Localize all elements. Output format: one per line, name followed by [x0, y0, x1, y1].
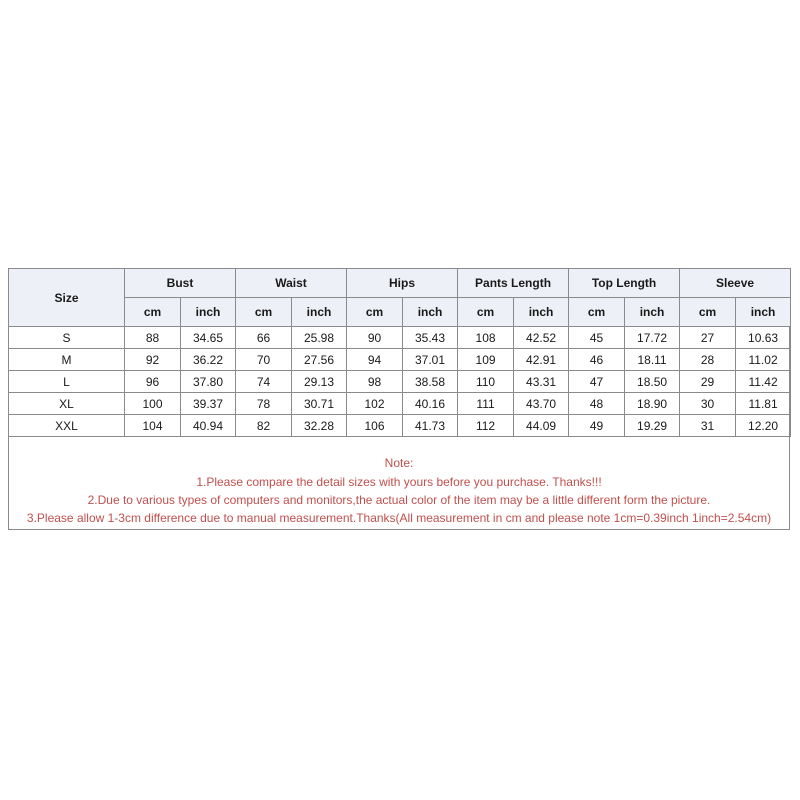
unit-header-cm: cm: [236, 298, 292, 327]
measurement-cell: 18.90: [625, 393, 680, 415]
table-row: [9, 393, 791, 415]
measurement-cell: 100: [125, 393, 181, 415]
measurement-cell: 47: [569, 371, 625, 393]
measurement-cell: 66: [236, 327, 292, 349]
measurement-cell: 88: [125, 327, 181, 349]
top-length-header: Top Length: [569, 269, 680, 298]
measurement-cell: 31: [680, 415, 736, 437]
measurement-cell: 111: [458, 393, 514, 415]
unit-header-inch: inch: [403, 298, 458, 327]
measurement-cell: 37.01: [403, 349, 458, 371]
unit-header-inch: inch: [181, 298, 236, 327]
measurement-cell: 19.29: [625, 415, 680, 437]
measurement-cell: 82: [236, 415, 292, 437]
measurement-cell: 42.52: [514, 327, 569, 349]
size-cell: M: [9, 349, 125, 371]
measurement-cell: 28: [680, 349, 736, 371]
unit-header-cm: cm: [680, 298, 736, 327]
unit-header-cm: cm: [347, 298, 403, 327]
measurement-cell: 18.11: [625, 349, 680, 371]
unit-header-cm: cm: [125, 298, 181, 327]
unit-header-cm: cm: [458, 298, 514, 327]
hips-header: Hips: [347, 269, 458, 298]
table-row: [9, 371, 791, 393]
measurement-cell: 36.22: [181, 349, 236, 371]
measurement-cell: 104: [125, 415, 181, 437]
unit-header-inch: inch: [625, 298, 680, 327]
measurement-cell: 12.20: [736, 415, 791, 437]
measurement-cell: 45: [569, 327, 625, 349]
measurement-cell: 43.31: [514, 371, 569, 393]
size-cell: XXL: [9, 415, 125, 437]
measurement-cell: 37.80: [181, 371, 236, 393]
bust-header: Bust: [125, 269, 236, 298]
measurement-cell: 102: [347, 393, 403, 415]
pants-length-header: Pants Length: [458, 269, 569, 298]
group-header-row: [9, 269, 791, 298]
note-line-1: 1.Please compare the detail sizes with yours before you purchase. Thanks!!!: [196, 475, 602, 489]
measurement-cell: 25.98: [292, 327, 347, 349]
table-row: [9, 349, 791, 371]
measurement-cell: 90: [347, 327, 403, 349]
measurement-cell: 34.65: [181, 327, 236, 349]
measurement-cell: 17.72: [625, 327, 680, 349]
measurement-cell: 94: [347, 349, 403, 371]
measurement-cell: 98: [347, 371, 403, 393]
measurement-cell: 46: [569, 349, 625, 371]
measurement-cell: 27.56: [292, 349, 347, 371]
measurement-cell: 40.16: [403, 393, 458, 415]
unit-header-inch: inch: [736, 298, 791, 327]
note-line-3: 3.Please allow 1-3cm difference due to manual measurement.Thanks(All measurement in cm and please note 1cm=0.39inch 1inch=2.54cm): [26, 511, 772, 525]
size-cell: L: [9, 371, 125, 393]
measurement-cell: 11.02: [736, 349, 791, 371]
measurement-cell: 106: [347, 415, 403, 437]
measurement-cell: 110: [458, 371, 514, 393]
measurement-cell: 108: [458, 327, 514, 349]
measurement-cell: 109: [458, 349, 514, 371]
size-table-body: [9, 327, 791, 437]
size-chart: [8, 268, 790, 530]
size-table: [8, 268, 791, 437]
unit-header-cm: cm: [569, 298, 625, 327]
measurement-cell: 96: [125, 371, 181, 393]
measurement-cell: 112: [458, 415, 514, 437]
sleeve-header: Sleeve: [680, 269, 791, 298]
measurement-cell: 39.37: [181, 393, 236, 415]
measurement-cell: 41.73: [403, 415, 458, 437]
size-cell: S: [9, 327, 125, 349]
measurement-cell: 11.42: [736, 371, 791, 393]
size-cell: XL: [9, 393, 125, 415]
measurement-cell: 74: [236, 371, 292, 393]
notes-section: [9, 454, 789, 527]
measurement-cell: 18.50: [625, 371, 680, 393]
unit-header-row: [9, 298, 791, 327]
measurement-cell: 30: [680, 393, 736, 415]
measurement-cell: 30.71: [292, 393, 347, 415]
measurement-cell: 11.81: [736, 393, 791, 415]
measurement-cell: 92: [125, 349, 181, 371]
measurement-cell: 43.70: [514, 393, 569, 415]
table-row: [9, 327, 791, 349]
note-title: Note:: [384, 456, 414, 470]
note-line-2: 2.Due to various types of computers and monitors,the actual color of the item may be a little different form the picture.: [87, 493, 711, 507]
measurement-cell: 29.13: [292, 371, 347, 393]
size-column-header: Size: [9, 269, 125, 327]
measurement-cell: 32.28: [292, 415, 347, 437]
measurement-cell: 70: [236, 349, 292, 371]
measurement-cell: 40.94: [181, 415, 236, 437]
measurement-cell: 44.09: [514, 415, 569, 437]
measurement-cell: 35.43: [403, 327, 458, 349]
table-row: [9, 415, 791, 437]
unit-header-inch: inch: [514, 298, 569, 327]
measurement-cell: 38.58: [403, 371, 458, 393]
measurement-cell: 10.63: [736, 327, 791, 349]
waist-header: Waist: [236, 269, 347, 298]
measurement-cell: 27: [680, 327, 736, 349]
measurement-cell: 42.91: [514, 349, 569, 371]
measurement-cell: 48: [569, 393, 625, 415]
measurement-cell: 78: [236, 393, 292, 415]
measurement-cell: 49: [569, 415, 625, 437]
unit-header-inch: inch: [292, 298, 347, 327]
measurement-cell: 29: [680, 371, 736, 393]
